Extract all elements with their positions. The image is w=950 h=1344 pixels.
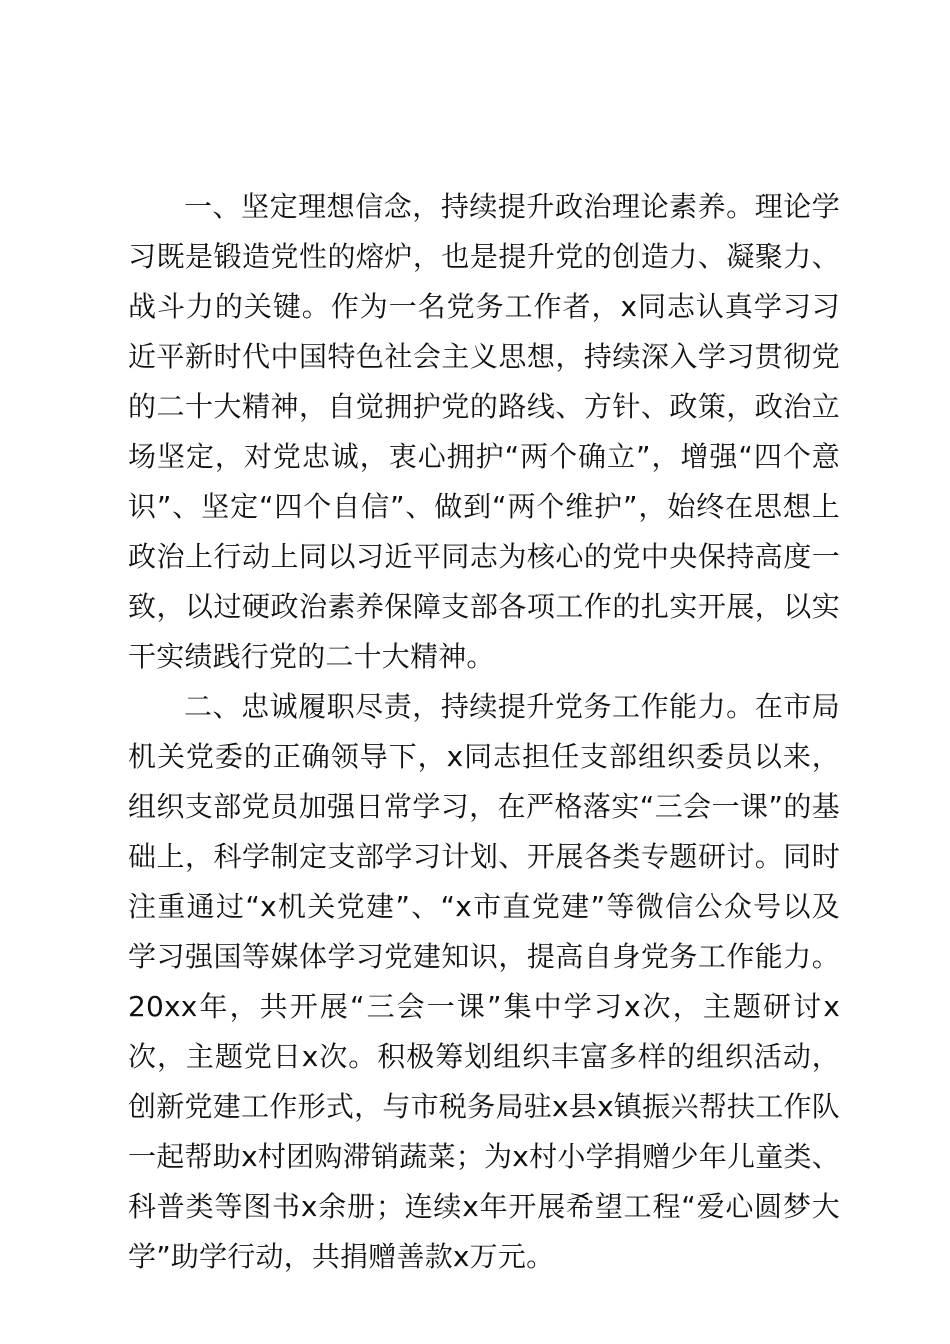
paragraph-1: 一、坚定理想信念，持续提升政治理论素养。理论学习既是锻造党性的熔炉，也是提升党的创造力、凝聚力、战斗力的关键。作为一名党务工作者，x同志认真学习习近平新时代中国特色社会主义思想，持续深入学习贯彻党的二十大精神，自觉拥护党的路线、方针、政策，政治立场坚定，对党忠诚，衷心拥护“两个确立”，增强“四个意识”、坚定“四个自信”、做到“两个维护”，始终在思想上政治上行动上同以习近平同志为核心的党中央保持高度一致，以过硬政治素养保障支部各项工作的扎实开展，以实干实绩践行党的二十大精神。 [128, 190, 840, 673]
paragraph-2: 二、忠诚履职尽责，持续提升党务工作能力。在市局机关党委的正确领导下，x同志担任支部组织委员以来，组织支部党员加强日常学习，在严格落实“三会一课”的基础上，科学制定支部学习计划、开展各类专题研讨。同时注重通过“x机关党建”、“x市直党建”等微信公众号以及学习强国等媒体学习党建知识，提高自身党务工作能力。20xx年，共开展“三会一课”集中学习x次，主题研讨x次，主题党日x次。积极筹划组织丰富多样的组织活动，创新党建工作形式，与市税务局驻x县x镇振兴帮扶工作队一起帮助x村团购滞销蔬菜；为x村小学捐赠少年儿童类、科普类等图书x余册；连续x年开展希望工程“爱心圆梦大学”助学行动，共捐赠善款x万元。 [128, 690, 840, 1273]
document-body [128, 182, 840, 1282]
